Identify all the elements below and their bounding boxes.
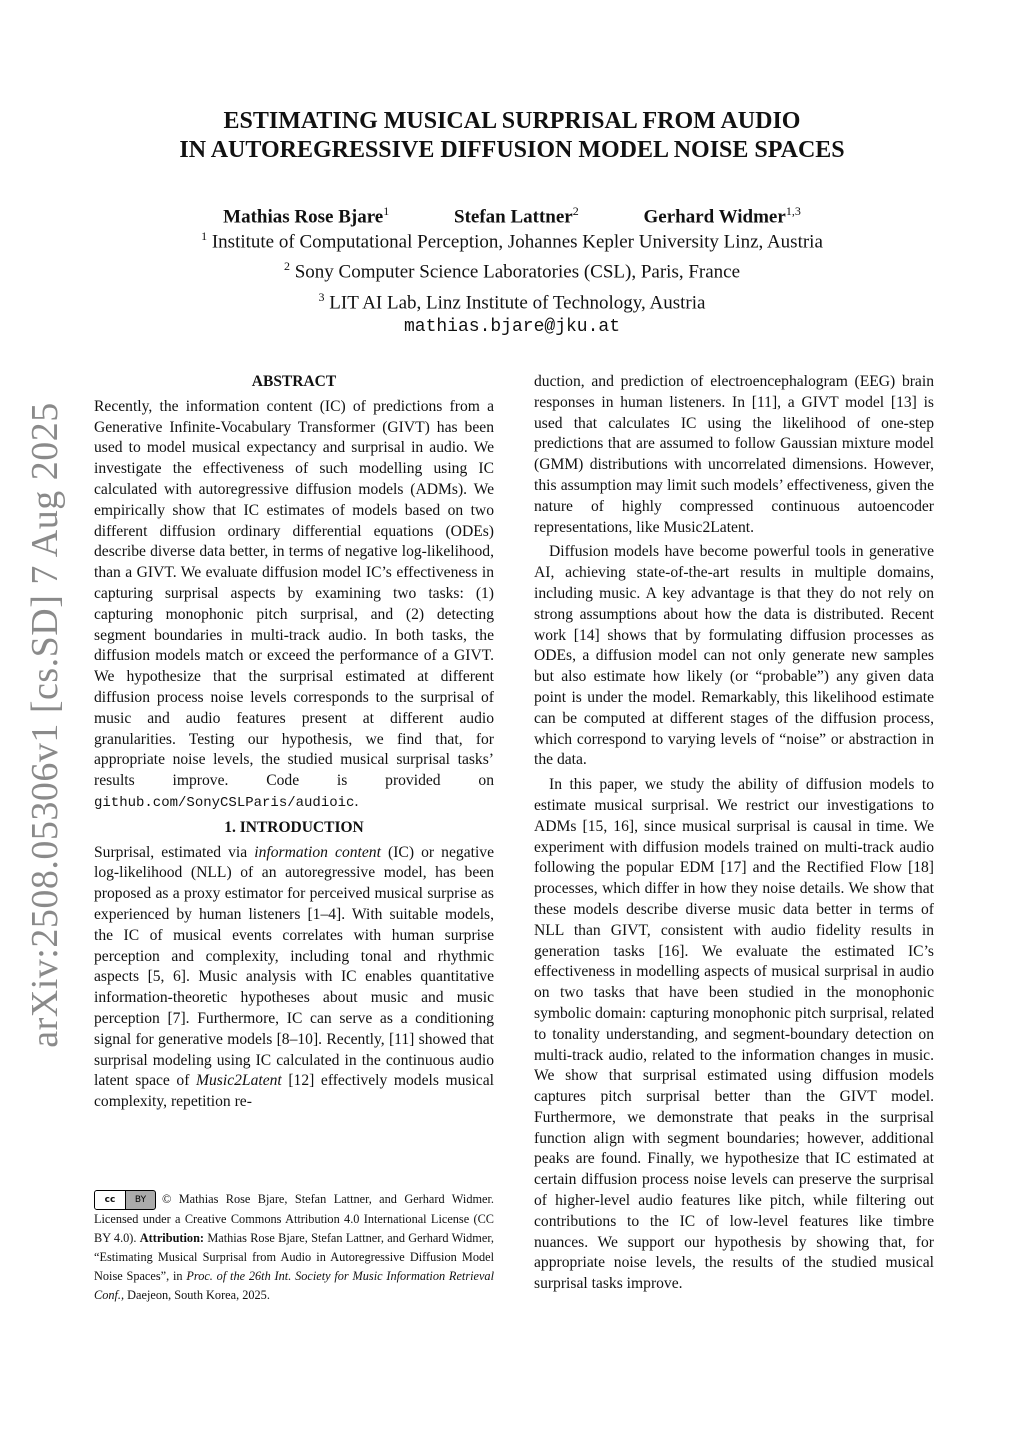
- affiliation-1: $^1$ Institute of Computational Perception, Johannes Kepler University Linz, Austria: [201, 229, 823, 253]
- affiliation-3: $^3$ LIT AI Lab, Linz Institute of Technology, Austria: [318, 289, 706, 313]
- author-email[interactable]: mathias.bjare@jku.at: [403, 316, 621, 337]
- author-3: Gerhard Widmer$^{1,3}$: [643, 204, 801, 228]
- intro-paragraph-1: Surprisal, estimated via information content (IC) or negative log-likelihood (NLL) of an autoregressive model, has been proposed as a proxy estimator for perceived musical surprise as experienced by human listeners [1–4]. With suitable models, the IC of musical events correlates with human surprise perception and complexity, including tonal and rhythmic aspects [5, 6]. Music analysis with IC enables quantitative information-theoretic hypotheses about music and music perception [7]. Furthermore, IC can serve as a conditioning signal for generative models [8–10]. Recently, [11] showed that surprisal modeling using IC calculated in the continuous audio latent space of Music2Latent [12] effectively models musical complexity, repetition re-: [94, 843, 494, 1111]
- affiliation-2: $^2$ Sony Computer Science Laboratories (CSL), Paris, France: [283, 259, 741, 283]
- abstract-body: Recently, the information content (IC) of predictions from a Generative Infinite-Vocabulary Transformer (GIVT) has been used to model musical expectancy and surprisal in audio. We investigate the effectiveness of such modelling using IC calculated with autoregressive diffusion models (ADMs). We empirically show that IC estimates of models based on two different diffusion ordinary differential equations (ODEs) describe diverse data better, in terms of negative log-likelihood, than a GIVT. We evaluate diffusion model IC’s effectiveness in capturing surprisal aspects by examining two tasks: (1) capturing monophonic pitch surprisal, and (2) detecting segment boundaries in multi-track audio. In both tasks, the diffusion models match or exceed the performance of a GIVT. We hypothesize that the surprisal estimated at different diffusion process noise levels corresponds to the surprisal of music and audio features present at different audio granularities. Testing our hypothesis, we find that, for appropriate noise levels, the studied musical surprisal tasks’ results improve. Code is provided on github.com/SonyCSLParis/audioic.: [94, 397, 494, 811]
- author-2: Stefan Lattner$^2$: [454, 204, 579, 228]
- intro-paragraph-3: In this paper, we study the ability of diffusion models to estimate musical surprisal. We restrict our investigations to ADMs [15, 16], since musical surprisal is causal in time. We experiment with diffusion models trained on multi-track audio following the popular EDM [17] and the Rectified Flow [18] processes, which differ in how they noise details. We show that these models describe diverse music data better in terms of NLL than GIVT, consistent with audio fidelity results in generation tasks [16]. We evaluate the estimated IC’s effectiveness in modelling aspects of musical surprisal in audio on two tasks that have been studied in the monophonic symbolic domain: capturing monophonic pitch surprisal, related to tonality understanding, and segment-boundary detection on multi-track audio, related to the information changes in music. We show that surprisal estimated using diffusion models captures pitch surprisal better than the GIVT model. Furthermore, we demonstrate that peaks in the surprisal function align with segment boundaries; however, additional peaks are found. Finally, we hypothesize that IC estimated at certain diffusion process noise levels can preserve the surprisal of higher-level audio features like pitch, while filtering out contributions to the IC of low-level features like timbre nuances. We support our hypothesis by showing that, for appropriate noise levels, the results of the studied musical surprisal tasks improve.: [534, 776, 934, 1293]
- intro-paragraph-1-cont: duction, and prediction of electroencephalogram (EEG) brain responses in human listeners. In [11], a GIVT model [13] is used that calculates IC using the likelihood of one-step predictions that are assumed to follow Gaussian mixture model (GMM) distributions with uncorrelated dimensions. However, this assumption may limit such models’ effectiveness, given the nature of highly compressed continuous autoencoder representations, like Music2Latent.: [534, 373, 934, 536]
- title-line-1: ESTIMATING MUSICAL SURPRISAL FROM AUDIO: [223, 108, 801, 134]
- affiliations: [0, 224, 1024, 339]
- by-icon: BY: [134, 1194, 147, 1205]
- code-link[interactable]: github.com/SonyCSLParis/audioic: [94, 794, 355, 811]
- license-footnote: cc BY © Mathias Rose Bjare, Stefan Lattner, and Gerhard Widmer. Licensed under a Creative Commons Attribution 4.0 International License (CC BY 4.0). Attribution: Mathias Rose Bjare, Stefan Lattner, and Gerhard Widmer, “Estimating Musical Surprisal from Audio in Autoregressive Diffusion Model Noise Spaces”, in Proc. of the 26th Int. Society for Music Information Retrieval Conf., Daejeon, South Korea, 2025.: [94, 1192, 495, 1303]
- right-column: [534, 372, 934, 1295]
- arxiv-stamp: [15, 402, 75, 1048]
- cc-icon: cc: [95, 1191, 126, 1209]
- abstract-heading: ABSTRACT: [251, 373, 337, 390]
- intro-heading: 1. INTRODUCTION: [224, 818, 364, 836]
- author-1: Mathias Rose Bjare$^1$: [223, 204, 390, 228]
- intro-paragraph-2: Diffusion models have become powerful tools in generative AI, achieving state-of-the-art results in multiple domains, including music. A key advantage is that they do not rely on strong assumptions about how the data is distributed. Recent work [14] shows that by formulating diffusion processes as ODEs, a diffusion model can not only generate new samples but also estimate how likely (or “probable”) any given data point is under the model. Remarkably, this likelihood estimate can be computed at different stages of the diffusion process, which correspond to varying levels of “noise” or abstraction in the data.: [534, 543, 934, 769]
- arxiv-id: arXiv:2508.05306v1 [cs.SD] 7 Aug 2025: [24, 402, 66, 1048]
- paper-title: [0, 107, 1024, 165]
- title-line-2: IN AUTOREGRESSIVE DIFFUSION MODEL NOISE SPACES: [179, 137, 845, 163]
- left-column: [94, 372, 494, 1113]
- cc-by-badge: [94, 1190, 156, 1210]
